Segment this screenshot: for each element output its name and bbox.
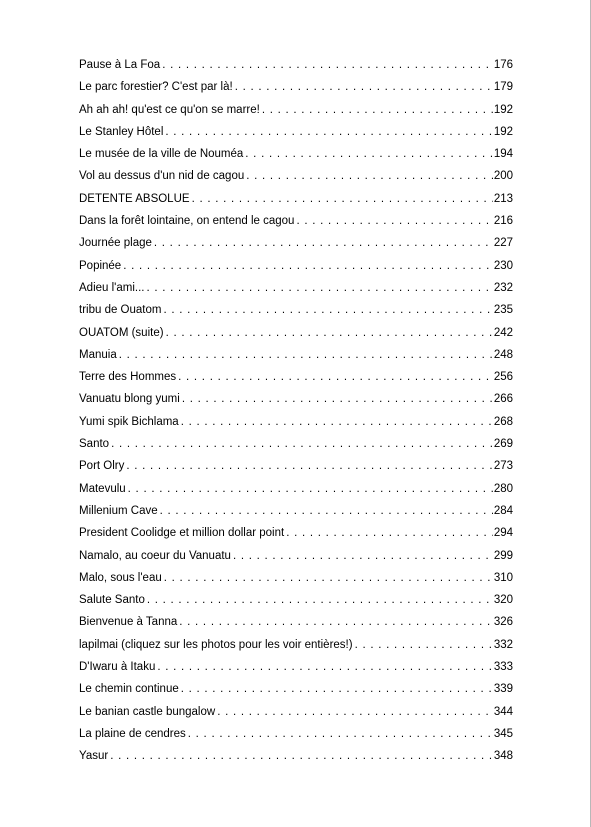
toc-entry-page: 230: [493, 259, 513, 272]
toc-entry-page: 213: [493, 192, 513, 205]
toc-entry-title: Terre des Hommes: [79, 371, 177, 384]
toc-entry-title: Yumi spik Bichlama: [79, 415, 179, 428]
toc-entry-title: President Coolidge et million dollar point: [79, 527, 285, 540]
toc-entry[interactable]: [79, 277, 513, 299]
toc-dot-leader: [245, 143, 493, 165]
toc-entry-page: 256: [493, 371, 513, 384]
toc-dot-leader: [166, 322, 493, 344]
toc-entry-title: Bienvenue à Tanna: [79, 616, 178, 629]
toc-entry-page: 345: [493, 727, 513, 740]
toc-entry-page: 235: [493, 304, 513, 317]
toc-dot-leader: [181, 411, 493, 433]
toc-entry[interactable]: [79, 678, 513, 700]
toc-entry-title: DETENTE ABSOLUE: [79, 192, 190, 205]
toc-entry-page: 216: [493, 215, 513, 228]
toc-entry[interactable]: [79, 545, 513, 567]
toc-entry-title: Manuia: [79, 348, 117, 361]
toc-dot-leader: [192, 188, 493, 210]
toc-entry-title: D'Iwaru à Itaku: [79, 661, 156, 674]
toc-entry-page: 333: [493, 661, 513, 674]
toc-dot-leader: [128, 478, 493, 500]
toc-entry-title: Millenium Cave: [79, 504, 158, 517]
toc-entry-page: 339: [493, 683, 513, 696]
toc-entry-title: Adieu l'ami...: [79, 281, 145, 294]
toc-dot-leader: [188, 723, 493, 745]
toc-entry-title: Yasur: [79, 750, 109, 763]
toc-entry[interactable]: [79, 143, 513, 165]
toc-entry[interactable]: [79, 99, 513, 121]
toc-entry[interactable]: [79, 567, 513, 589]
toc-entry-title: Matevulu: [79, 482, 126, 495]
toc-entry-page: 326: [493, 616, 513, 629]
toc-entry-title: Journée plage: [79, 237, 152, 250]
toc-dot-leader: [235, 76, 493, 98]
toc-entry[interactable]: [79, 522, 513, 544]
toc-entry-title: Le parc forestier? C'est par là!: [79, 81, 233, 94]
toc-entry[interactable]: [79, 232, 513, 254]
toc-entry-page: 248: [493, 348, 513, 361]
toc-entry-page: 227: [493, 237, 513, 250]
toc-dot-leader: [119, 344, 493, 366]
toc-entry-title: Ah ah ah! qu'est ce qu'on se marre!: [79, 103, 260, 116]
toc-dot-leader: [160, 500, 493, 522]
toc-entry[interactable]: [79, 388, 513, 410]
toc-entry[interactable]: [79, 366, 513, 388]
toc-entry-page: 320: [493, 594, 513, 607]
toc-entry-title: Salute Santo: [79, 594, 145, 607]
toc-entry[interactable]: [79, 188, 513, 210]
toc-dot-leader: [111, 433, 493, 455]
toc-entry-title: tribu de Ouatom: [79, 304, 162, 317]
toc-entry[interactable]: [79, 478, 513, 500]
table-of-contents: [79, 54, 513, 768]
toc-dot-leader: [126, 455, 492, 477]
toc-entry-page: 268: [493, 415, 513, 428]
toc-entry[interactable]: [79, 745, 513, 767]
toc-entry-title: Le chemin continue: [79, 683, 179, 696]
toc-entry-title: Vanuatu blong yumi: [79, 393, 180, 406]
toc-entry-title: Dans la forêt lointaine, on entend le cagou: [79, 215, 295, 228]
toc-entry-title: Namalo, au coeur du Vanuatu: [79, 549, 231, 562]
toc-entry[interactable]: [79, 701, 513, 723]
toc-entry-page: 242: [493, 326, 513, 339]
toc-entry[interactable]: [79, 76, 513, 98]
toc-entry-page: 192: [493, 103, 513, 116]
toc-dot-leader: [123, 255, 493, 277]
toc-dot-leader: [179, 611, 493, 633]
toc-entry-title: lapilmai (cliquez sur les photos pour les voir entières!): [79, 638, 353, 651]
toc-dot-leader: [217, 701, 493, 723]
toc-entry-title: Santo: [79, 438, 110, 451]
toc-entry[interactable]: [79, 121, 513, 143]
toc-entry[interactable]: [79, 299, 513, 321]
toc-entry-page: 310: [493, 571, 513, 584]
toc-entry-page: 332: [493, 638, 513, 651]
toc-entry[interactable]: [79, 210, 513, 232]
toc-entry-title: Pause à La Foa: [79, 59, 161, 71]
toc-entry[interactable]: [79, 723, 513, 745]
toc-entry[interactable]: [79, 344, 513, 366]
toc-entry-page: 232: [493, 281, 513, 294]
toc-dot-leader: [246, 165, 493, 187]
toc-entry-page: 299: [493, 549, 513, 562]
toc-entry-page: 266: [493, 393, 513, 406]
toc-entry-page: 176: [493, 59, 513, 71]
toc-entry-page: 192: [493, 125, 513, 138]
toc-entry[interactable]: [79, 255, 513, 277]
toc-entry[interactable]: [79, 500, 513, 522]
toc-entry[interactable]: [79, 165, 513, 187]
toc-entry[interactable]: [79, 656, 513, 678]
toc-entry-title: Le musée de la ville de Nouméa: [79, 148, 244, 161]
toc-dot-leader: [146, 277, 492, 299]
toc-entry-page: 344: [493, 705, 513, 718]
toc-entry-page: 348: [493, 750, 513, 763]
toc-entry[interactable]: [79, 611, 513, 633]
toc-entry-title: La plaine de cendres: [79, 727, 186, 740]
toc-entry[interactable]: [79, 634, 513, 656]
toc-entry-page: 280: [493, 482, 513, 495]
toc-dot-leader: [355, 634, 493, 656]
toc-dot-leader: [165, 121, 492, 143]
toc-entry-page: 273: [493, 460, 513, 473]
toc-dot-leader: [182, 388, 493, 410]
toc-dot-leader: [262, 99, 493, 121]
toc-entry[interactable]: [79, 322, 513, 344]
toc-dot-leader: [157, 656, 492, 678]
toc-entry[interactable]: [79, 411, 513, 433]
toc-entry[interactable]: [79, 455, 513, 477]
toc-dot-leader: [154, 232, 493, 254]
toc-entry-page: 200: [493, 170, 513, 183]
toc-entry-title: Popinée: [79, 259, 122, 272]
toc-dot-leader: [162, 54, 493, 76]
toc-entry-page: 194: [493, 148, 513, 161]
toc-dot-leader: [147, 589, 493, 611]
toc-dot-leader: [178, 366, 493, 388]
toc-dot-leader: [286, 522, 493, 544]
toc-entry-title: Vol au dessus d'un nid de cagou: [79, 170, 245, 183]
toc-entry-page: 179: [493, 81, 513, 94]
toc-entry-title: OUATOM (suite): [79, 326, 164, 339]
toc-entry-title: Le banian castle bungalow: [79, 705, 216, 718]
toc-dot-leader: [233, 545, 493, 567]
toc-dot-leader: [163, 299, 492, 321]
toc-entry[interactable]: [79, 589, 513, 611]
toc-entry-title: Malo, sous l'eau: [79, 571, 162, 584]
toc-entry-page: 284: [493, 504, 513, 517]
toc-dot-leader: [296, 210, 492, 232]
toc-dot-leader: [164, 567, 493, 589]
toc-dot-leader: [110, 745, 493, 767]
toc-entry-title: Port Olry: [79, 460, 125, 473]
toc-entry[interactable]: [79, 54, 513, 76]
toc-entry-title: Le Stanley Hôtel: [79, 125, 164, 138]
toc-entry-page: 269: [493, 438, 513, 451]
toc-dot-leader: [181, 678, 493, 700]
toc-entry-page: 294: [493, 527, 513, 540]
toc-entry[interactable]: [79, 433, 513, 455]
